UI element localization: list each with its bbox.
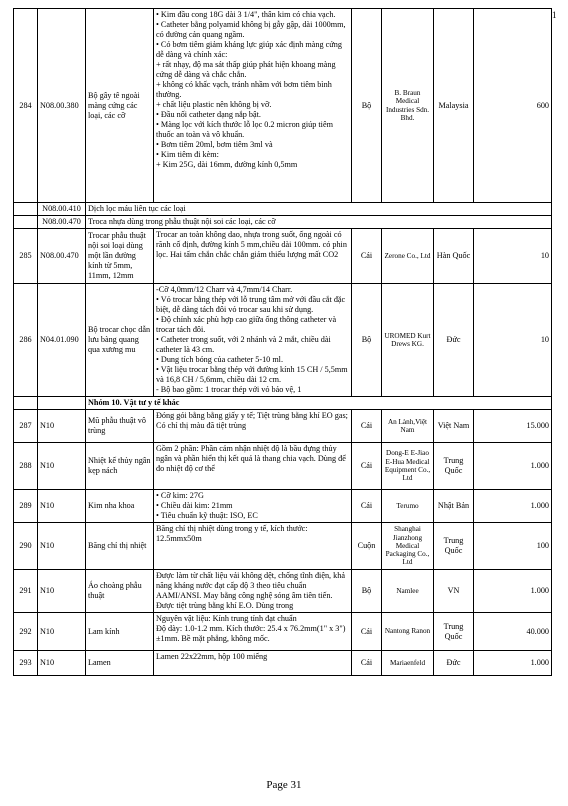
table-row — [14, 284, 552, 397]
country-cell: Trung Quốc — [434, 523, 474, 570]
spec-line: • Catheter bằng polyamid không bị gẫy gập, dài 1000mm, có đường cản quang ngầm. — [156, 20, 346, 39]
unit-cell: Cái — [352, 229, 382, 284]
country-cell: Trung Quốc — [434, 443, 474, 490]
name-cell: Nhiệt kế thủy ngân kẹp nách — [86, 443, 154, 490]
stt-cell: 293 — [14, 651, 38, 676]
name-cell: Mũ phẫu thuật vô trùng — [86, 410, 154, 443]
page-footer: Page 31 — [266, 779, 302, 791]
spec-cell — [154, 410, 352, 443]
spec-line: -Cỡ 4,0mm/12 Charr và 4,7mm/14 Charr. — [156, 285, 293, 294]
qty-cell: 1.000 — [474, 443, 552, 490]
unit-cell: Cái — [352, 613, 382, 651]
spec-line: • Catheter trong suốt, với 2 nhánh và 2 mắt, chiều dài catheter là 43 cm. — [156, 335, 331, 354]
stt-cell — [14, 397, 38, 410]
qty-cell: 1.000 — [474, 490, 552, 523]
table-row — [14, 490, 552, 523]
name-cell: Bộ trocar chọc dẫn lưu bàng quang qua xương mu — [86, 284, 154, 397]
spec-cell — [154, 651, 352, 676]
spec-line: Gồm 2 phần: Phần cảm nhận nhiệt độ là bầu đựng thủy ngân và phần hiển thị kết quả là thang chia vạch. Dùng để đo nhiệt độ cơ thể — [156, 444, 346, 473]
spec-line: • Cỡ kim: 27G — [156, 491, 204, 500]
code-cell: N08.00.410 — [38, 203, 86, 216]
spec-cell — [154, 284, 352, 397]
equipment-table — [13, 8, 552, 676]
group-title — [86, 397, 552, 410]
code-cell: N10 — [38, 651, 86, 676]
spec-line: • Đầu nối catheter dạng nắp bật. — [156, 110, 261, 119]
stt-cell: 289 — [14, 490, 38, 523]
maker-cell: Nantong Ranon — [382, 613, 434, 651]
qty-cell: 600 — [474, 9, 552, 203]
maker-cell: B. Braun Medical Industries Sdn. Bhd. — [382, 9, 434, 203]
spec-line: + Kim 25G, dài 16mm, đường kính 0,5mm — [156, 160, 298, 169]
name-cell: Trocar phẫu thuật nội soi loại dùng một lần đường kính từ 5mm, 11mm, 12mm — [86, 229, 154, 284]
spec-line: • Có bơm tiêm giảm kháng lực giúp xác định màng cứng dễ dàng và chính xác: — [156, 40, 342, 59]
spec-line: Độ dày: 1.0-1.2 mm. Kích thước: 25.4 x 76.2mm(1" x 3") ±1mm. Bề mặt phẳng, không mốc. — [156, 624, 346, 643]
spec-line: Nhóm 10. Vật tư y tế khác — [88, 398, 180, 407]
country-cell: Malaysia — [434, 9, 474, 203]
qty-cell: 10 — [474, 229, 552, 284]
country-cell: Trung Quốc — [434, 613, 474, 651]
table-row — [14, 216, 552, 229]
maker-cell: An Lành,Việt Nam — [382, 410, 434, 443]
code-cell: N08.00.470 — [38, 216, 86, 229]
subsection-title — [86, 203, 552, 216]
spec-cell — [154, 490, 352, 523]
spec-cell — [154, 443, 352, 490]
qty-cell: 10 — [474, 284, 552, 397]
code-cell: N04.01.090 — [38, 284, 86, 397]
spec-line: Đóng gói bằng bằng giấy y tế; Tiệt trùng bằng khí EO gas; Có chỉ thị màu đã tiệt trùng — [156, 411, 348, 430]
unit-cell: Cái — [352, 443, 382, 490]
name-cell: Bộ gây tê ngoài màng cứng các loại, các cỡ — [86, 9, 154, 203]
name-cell: Áo choàng phẫu thuật — [86, 570, 154, 613]
table-row — [14, 523, 552, 570]
maker-cell: Shanghai Jianzhong Medical Packaging Co., Ltd — [382, 523, 434, 570]
code-cell: N08.00.380 — [38, 9, 86, 203]
country-cell: Nhật Bản — [434, 490, 474, 523]
spec-cell — [154, 229, 352, 284]
table-row — [14, 229, 552, 284]
maker-cell: Dong-E E-Jiao E-Hua Medical Equipment Co., Ltd — [382, 443, 434, 490]
unit-cell: Bộ — [352, 9, 382, 203]
spec-line: • Bơm tiêm 20ml, bơm tiêm 3ml và — [156, 140, 273, 149]
table-row — [14, 613, 552, 651]
spec-line: Nguyên vật liệu: Kính trung tính đạt chuẩn — [156, 614, 297, 623]
code-cell: N10 — [38, 523, 86, 570]
spec-line: Dịch lọc máu liên tục các loại — [88, 204, 186, 213]
stt-cell — [14, 216, 38, 229]
spec-line: Lamen 22x22mm, hộp 100 miếng — [156, 652, 268, 661]
table-row — [14, 203, 552, 216]
unit-cell: Cái — [352, 651, 382, 676]
spec-line: • Chiều dài kim: 21mm — [156, 501, 233, 510]
spec-cell — [154, 9, 352, 203]
spec-line: • Dung tích bóng của catheter 5-10 ml. — [156, 355, 284, 364]
table-row — [14, 570, 552, 613]
stt-cell: 288 — [14, 443, 38, 490]
code-cell: N08.00.470 — [38, 229, 86, 284]
code-cell — [38, 397, 86, 410]
spec-cell — [154, 523, 352, 570]
qty-cell: 1.000 — [474, 651, 552, 676]
name-cell: Lamen — [86, 651, 154, 676]
code-cell: N10 — [38, 490, 86, 523]
table-row — [14, 443, 552, 490]
spec-line: Băng chỉ thị nhiệt dùng trong y tế, kích thước: 12.5mmx50m — [156, 524, 308, 543]
country-cell: Việt Nam — [434, 410, 474, 443]
subsection-title — [86, 216, 552, 229]
code-cell: N10 — [38, 613, 86, 651]
spec-line: • Độ chính xác phù hợp cao giữa ống thông catheter và trocar tách đôi. — [156, 315, 337, 334]
spec-line: • Kim tiêm đi kèm: — [156, 150, 219, 159]
country-cell: Hàn Quốc — [434, 229, 474, 284]
spec-line: Được làm từ chất liệu vải không dệt, chống tĩnh điện, khả năng kháng nước đạt cấp độ 3 theo tiêu chuẩn AAMI/ANSI. May bằng công nghệ sóng âm tiên tiến. Được tiệt trùng bằng khí E.O. Dùng trong — [156, 571, 345, 610]
maker-cell: UROMED Kurt Drews KG. — [382, 284, 434, 397]
qty-cell: 100 — [474, 523, 552, 570]
stt-cell: 286 — [14, 284, 38, 397]
spec-cell — [154, 570, 352, 613]
maker-cell: Zerone Co., Ltd — [382, 229, 434, 284]
unit-cell: Cái — [352, 490, 382, 523]
spec-line: - Bộ bao gồm: 1 trocar thép với vỏ bảo vệ, 1 — [156, 385, 302, 394]
code-cell: N10 — [38, 570, 86, 613]
qty-cell: 1.000 — [474, 570, 552, 613]
stt-cell — [14, 203, 38, 216]
table-row — [14, 651, 552, 676]
spec-line: + rất nhạy, độ ma sát thấp giúp phát hiện khoang màng cứng dễ dàng và chắc chắn. — [156, 60, 336, 79]
table-row — [14, 397, 552, 410]
stt-cell: 287 — [14, 410, 38, 443]
maker-cell: Namlee — [382, 570, 434, 613]
spec-line: Trocar an toàn không dao, nhựa trong suốt, ống ngoài có rãnh cố định, đường kính 5 mm,chiều dài 100mm. có phin lọc. Hai tấm chắn chắc chắn giảm thiểu lượng mất CO2 — [156, 230, 347, 259]
stt-cell: 285 — [14, 229, 38, 284]
spec-line: • Tiêu chuẩn kỹ thuật: ISO, EC — [156, 511, 258, 520]
country-cell: Đức — [434, 284, 474, 397]
table-row — [14, 9, 552, 203]
name-cell: Lam kính — [86, 613, 154, 651]
qty-cell: 40.000 — [474, 613, 552, 651]
unit-cell: Bộ — [352, 570, 382, 613]
spec-line: • Kim đầu cong 18G dài 3 1/4", thân kim có chia vạch. — [156, 10, 336, 19]
margin-mark: 1 — [552, 10, 557, 20]
country-cell: Đức — [434, 651, 474, 676]
unit-cell: Cuộn — [352, 523, 382, 570]
spec-line: Troca nhựa dùng trong phẫu thuật nội soi các loại, các cỡ — [88, 217, 276, 226]
spec-line: + chất liệu plastic nên không bị vỡ. — [156, 100, 272, 109]
name-cell: Kim nha khoa — [86, 490, 154, 523]
qty-cell: 15.000 — [474, 410, 552, 443]
maker-cell: Terumo — [382, 490, 434, 523]
maker-cell: Mariaenfeld — [382, 651, 434, 676]
table-row — [14, 410, 552, 443]
country-cell: VN — [434, 570, 474, 613]
unit-cell: Cái — [352, 410, 382, 443]
stt-cell: 290 — [14, 523, 38, 570]
name-cell: Băng chỉ thị nhiệt — [86, 523, 154, 570]
spec-line: • Vật liệu trocar bằng thép với đường kính 15 CH / 5,5mm và 16,8 CH / 5,6mm, chiều dài 12 cm. — [156, 365, 348, 384]
stt-cell: 284 — [14, 9, 38, 203]
code-cell: N10 — [38, 410, 86, 443]
unit-cell: Bộ — [352, 284, 382, 397]
spec-cell — [154, 613, 352, 651]
spec-line: • Màng lọc với kích thước lỗ lọc 0.2 micron giúp tiêm thuốc an toàn và vô khuẩn. — [156, 120, 333, 139]
spec-line: + không có khấc vạch, tránh nhầm với bơm tiêm bình thường. — [156, 80, 332, 99]
stt-cell: 292 — [14, 613, 38, 651]
stt-cell: 291 — [14, 570, 38, 613]
code-cell: N10 — [38, 443, 86, 490]
spec-line: • Vỏ trocar bằng thép với lỗ trung tâm mở với đầu cắt đặc biệt, dễ dàng tách đôi vỏ trocar sau khi sử dụng. — [156, 295, 346, 314]
